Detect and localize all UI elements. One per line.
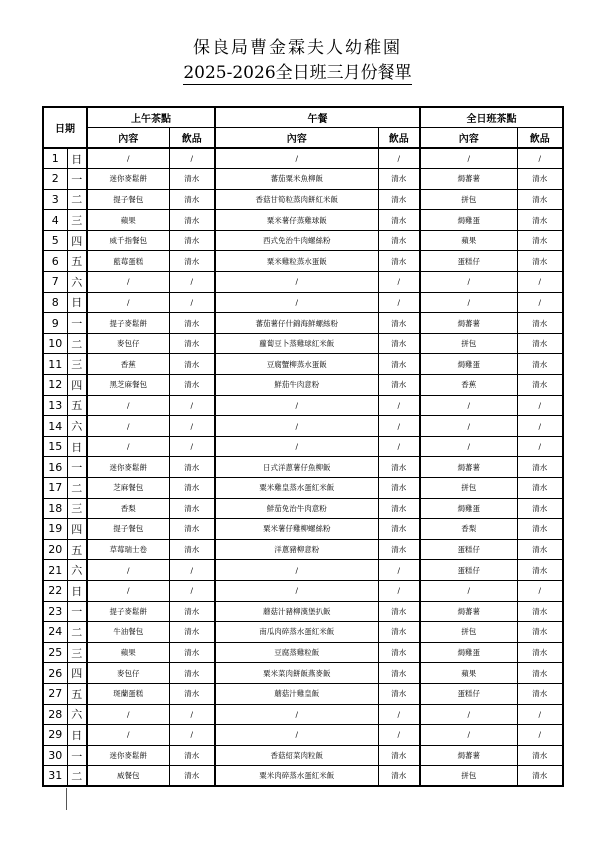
header-lunch: 午餐 (215, 107, 420, 128)
day-number-cell: 20 (43, 539, 67, 560)
pm-snack-cell: 焗蕃薯 (420, 745, 517, 766)
weekday-cell: 三 (67, 498, 87, 519)
lunch-cell: 蘿蔔豆卜蒸雞球紅米飯 (215, 333, 378, 354)
am-snack-cell: 蘋果 (87, 210, 169, 231)
lunch-drink-cell: 清水 (378, 375, 420, 396)
pm-snack-cell: / (420, 395, 517, 416)
am-snack-cell: / (87, 395, 169, 416)
weekday-cell: 一 (67, 169, 87, 190)
table-row (43, 745, 563, 766)
lunch-drink-cell: 清水 (378, 663, 420, 684)
pm-snack-cell: 蛋糕仔 (420, 560, 517, 581)
am-drink-cell: 清水 (169, 478, 215, 499)
am-snack-cell: / (87, 148, 169, 169)
lunch-drink-cell: / (378, 292, 420, 313)
pm-drink-cell: 清水 (517, 230, 563, 251)
am-drink-cell: 清水 (169, 313, 215, 334)
day-number-cell: 26 (43, 663, 67, 684)
lunch-drink-cell: 清水 (378, 642, 420, 663)
day-number-cell: 28 (43, 704, 67, 725)
lunch-cell: 粟米薯仔蒸雞球飯 (215, 210, 378, 231)
am-drink-cell: 清水 (169, 189, 215, 210)
pm-snack-cell: 拼包 (420, 622, 517, 643)
am-drink-cell: 清水 (169, 169, 215, 190)
am-drink-cell: / (169, 560, 215, 581)
menu-table (42, 106, 564, 787)
am-snack-cell: 芝麻餐包 (87, 478, 169, 499)
am-snack-cell: 蘋果 (87, 642, 169, 663)
table-row (43, 725, 563, 746)
am-drink-cell: / (169, 416, 215, 437)
pm-drink-cell: 清水 (517, 375, 563, 396)
lunch-drink-cell: 清水 (378, 169, 420, 190)
table-row (43, 292, 563, 313)
table-row (43, 560, 563, 581)
weekday-cell: 四 (67, 663, 87, 684)
day-number-cell: 15 (43, 436, 67, 457)
pm-snack-cell: 蛋糕仔 (420, 251, 517, 272)
day-number-cell: 23 (43, 601, 67, 622)
pm-snack-cell: / (420, 416, 517, 437)
weekday-cell: 四 (67, 375, 87, 396)
lunch-cell: 粟米肉碎蒸水蛋紅米飯 (215, 766, 378, 787)
am-drink-cell: 清水 (169, 683, 215, 704)
lunch-cell: 粟米菜肉餅飯燕麥飯 (215, 663, 378, 684)
lunch-drink-cell: 清水 (378, 230, 420, 251)
am-snack-cell: / (87, 416, 169, 437)
am-snack-cell: 香梨 (87, 498, 169, 519)
weekday-cell: 五 (67, 539, 87, 560)
weekday-cell: 五 (67, 251, 87, 272)
pm-snack-cell: / (420, 272, 517, 293)
lunch-drink-cell: 清水 (378, 210, 420, 231)
table-row (43, 622, 563, 643)
lunch-drink-cell: 清水 (378, 683, 420, 704)
lunch-drink-cell: 清水 (378, 354, 420, 375)
pm-drink-cell: 清水 (517, 169, 563, 190)
table-row (43, 169, 563, 190)
am-snack-cell: / (87, 580, 169, 601)
lunch-cell: / (215, 436, 378, 457)
pm-snack-cell: 香梨 (420, 519, 517, 540)
school-name: 保良局曹金霖夫人幼稚園 (193, 38, 402, 58)
day-number-cell: 2 (43, 169, 67, 190)
am-drink-cell: / (169, 395, 215, 416)
lunch-drink-cell: 清水 (378, 601, 420, 622)
am-drink-cell: 清水 (169, 601, 215, 622)
weekday-cell: 一 (67, 745, 87, 766)
am-snack-cell: 斑蘭蛋糕 (87, 683, 169, 704)
am-drink-cell: 清水 (169, 745, 215, 766)
weekday-cell: 一 (67, 457, 87, 478)
lunch-cell: 香菇甘筍粒蒸肉餅紅米飯 (215, 189, 378, 210)
lunch-cell: 蘑菇汁豬柳漢堡扒飯 (215, 601, 378, 622)
day-number-cell: 19 (43, 519, 67, 540)
lunch-drink-cell: 清水 (378, 333, 420, 354)
am-snack-cell: 香蕉 (87, 354, 169, 375)
table-row (43, 457, 563, 478)
day-number-cell: 29 (43, 725, 67, 746)
lunch-drink-cell: 清水 (378, 189, 420, 210)
pm-snack-cell: 焗雞蛋 (420, 498, 517, 519)
menu-title-text: 2025-2026全日班三月份餐單 (183, 58, 411, 85)
lunch-cell: / (215, 725, 378, 746)
am-drink-cell: / (169, 148, 215, 169)
weekday-cell: 二 (67, 333, 87, 354)
lunch-cell: 蕃茄薯仔什錦海鮮螺絲粉 (215, 313, 378, 334)
lunch-cell: 豆腐蒸雞粒飯 (215, 642, 378, 663)
am-drink-cell: 清水 (169, 519, 215, 540)
weekday-cell: 六 (67, 560, 87, 581)
am-snack-cell: 提子麥鬆餅 (87, 313, 169, 334)
table-row (43, 210, 563, 231)
weekday-cell: 一 (67, 601, 87, 622)
day-number-cell: 14 (43, 416, 67, 437)
weekday-cell: 六 (67, 272, 87, 293)
am-snack-cell: 提子麥鬆餅 (87, 601, 169, 622)
am-snack-cell: 麥包仔 (87, 333, 169, 354)
pm-snack-cell: / (420, 580, 517, 601)
am-snack-cell: / (87, 704, 169, 725)
am-snack-cell: 草莓瑞士卷 (87, 539, 169, 560)
lunch-cell: 蕃茄粟米魚柳飯 (215, 169, 378, 190)
am-snack-cell: 威餐包 (87, 766, 169, 787)
weekday-cell: 三 (67, 354, 87, 375)
lunch-drink-cell: 清水 (378, 766, 420, 787)
lunch-cell: / (215, 560, 378, 581)
am-snack-cell: / (87, 272, 169, 293)
weekday-cell: 一 (67, 313, 87, 334)
am-snack-cell: 迷你麥鬆餅 (87, 745, 169, 766)
am-snack-cell: 提子餐包 (87, 519, 169, 540)
lunch-cell: 粟米雞皇蒸水蛋紅米飯 (215, 478, 378, 499)
pm-drink-cell: 清水 (517, 642, 563, 663)
pm-snack-cell: 蛋糕仔 (420, 539, 517, 560)
pm-drink-cell: 清水 (517, 766, 563, 787)
pm-snack-cell: / (420, 148, 517, 169)
am-snack-cell: 提子餐包 (87, 189, 169, 210)
lunch-cell: 粟米雞粒蒸水蛋飯 (215, 251, 378, 272)
pm-drink-cell: 清水 (517, 560, 563, 581)
lunch-drink-cell: / (378, 725, 420, 746)
pm-drink-cell: / (517, 704, 563, 725)
lunch-cell: 西式免治牛肉螺絲粉 (215, 230, 378, 251)
table-row (43, 354, 563, 375)
weekday-cell: 五 (67, 683, 87, 704)
lunch-cell: 鮮茄免治牛肉意粉 (215, 498, 378, 519)
am-drink-cell: 清水 (169, 642, 215, 663)
lunch-drink-cell: 清水 (378, 498, 420, 519)
weekday-cell: 二 (67, 189, 87, 210)
lunch-cell: 豆腐蟹柳蒸水蛋飯 (215, 354, 378, 375)
table-row (43, 519, 563, 540)
day-number-cell: 13 (43, 395, 67, 416)
weekday-cell: 二 (67, 478, 87, 499)
header-am-snack: 上午茶點 (87, 107, 215, 128)
day-number-cell: 3 (43, 189, 67, 210)
am-drink-cell: 清水 (169, 210, 215, 231)
table-row (43, 436, 563, 457)
pm-drink-cell: 清水 (517, 498, 563, 519)
am-drink-cell: 清水 (169, 539, 215, 560)
day-number-cell: 6 (43, 251, 67, 272)
pm-drink-cell: 清水 (517, 745, 563, 766)
am-drink-cell: 清水 (169, 251, 215, 272)
pm-snack-cell: 焗雞蛋 (420, 354, 517, 375)
pm-snack-cell: / (420, 704, 517, 725)
table-row (43, 313, 563, 334)
pm-drink-cell: / (517, 436, 563, 457)
pm-drink-cell: / (517, 725, 563, 746)
day-number-cell: 11 (43, 354, 67, 375)
am-snack-cell: 黑芝麻餐包 (87, 375, 169, 396)
day-number-cell: 25 (43, 642, 67, 663)
table-row (43, 395, 563, 416)
am-snack-cell: 威千指餐包 (87, 230, 169, 251)
pm-snack-cell: 拼包 (420, 478, 517, 499)
am-drink-cell: 清水 (169, 766, 215, 787)
table-row (43, 580, 563, 601)
day-number-cell: 27 (43, 683, 67, 704)
am-drink-cell: / (169, 436, 215, 457)
pm-snack-cell: / (420, 436, 517, 457)
day-number-cell: 7 (43, 272, 67, 293)
pm-snack-cell: 拼包 (420, 189, 517, 210)
day-number-cell: 10 (43, 333, 67, 354)
am-snack-cell: / (87, 560, 169, 581)
weekday-cell: 六 (67, 704, 87, 725)
am-drink-cell: / (169, 272, 215, 293)
pm-drink-cell: 清水 (517, 354, 563, 375)
am-drink-cell: 清水 (169, 622, 215, 643)
am-drink-cell: / (169, 580, 215, 601)
lunch-drink-cell: 清水 (378, 313, 420, 334)
header-pm-drink: 飲品 (517, 128, 563, 149)
lunch-drink-cell: / (378, 704, 420, 725)
lunch-drink-cell: / (378, 395, 420, 416)
pm-drink-cell: 清水 (517, 251, 563, 272)
pm-snack-cell: 蘋果 (420, 230, 517, 251)
header-pm-content: 內容 (420, 128, 517, 149)
lunch-drink-cell: 清水 (378, 478, 420, 499)
table-row (43, 230, 563, 251)
am-drink-cell: 清水 (169, 457, 215, 478)
lunch-drink-cell: 清水 (378, 251, 420, 272)
lunch-cell: / (215, 704, 378, 725)
day-number-cell: 30 (43, 745, 67, 766)
table-row (43, 251, 563, 272)
pm-snack-cell: 焗蕃薯 (420, 457, 517, 478)
pm-snack-cell: 焗蕃薯 (420, 169, 517, 190)
am-drink-cell: / (169, 704, 215, 725)
table-row (43, 642, 563, 663)
table-row (43, 663, 563, 684)
pm-drink-cell: 清水 (517, 333, 563, 354)
lunch-cell: / (215, 580, 378, 601)
weekday-cell: 二 (67, 622, 87, 643)
pm-snack-cell: 焗蕃薯 (420, 601, 517, 622)
pm-drink-cell: 清水 (517, 210, 563, 231)
pm-drink-cell: / (517, 292, 563, 313)
pm-drink-cell: 清水 (517, 189, 563, 210)
am-drink-cell: 清水 (169, 354, 215, 375)
am-snack-cell: 藍莓蛋糕 (87, 251, 169, 272)
pm-snack-cell: 蘋果 (420, 663, 517, 684)
am-drink-cell: 清水 (169, 663, 215, 684)
table-row (43, 148, 563, 169)
pm-snack-cell: / (420, 292, 517, 313)
am-drink-cell: 清水 (169, 333, 215, 354)
am-snack-cell: / (87, 292, 169, 313)
table-row (43, 683, 563, 704)
header-lunch-content: 內容 (215, 128, 378, 149)
lunch-cell: 洋蔥豬柳意粉 (215, 539, 378, 560)
am-drink-cell: / (169, 725, 215, 746)
lunch-drink-cell: 清水 (378, 457, 420, 478)
am-snack-cell: 麥包仔 (87, 663, 169, 684)
table-row (43, 272, 563, 293)
lunch-cell: 鮮茄牛肉意粉 (215, 375, 378, 396)
pm-snack-cell: 香蕉 (420, 375, 517, 396)
weekday-cell: 日 (67, 436, 87, 457)
lunch-drink-cell: / (378, 272, 420, 293)
table-row (43, 478, 563, 499)
weekday-cell: 四 (67, 230, 87, 251)
day-number-cell: 24 (43, 622, 67, 643)
weekday-cell: 日 (67, 148, 87, 169)
header-date: 日期 (43, 107, 87, 148)
weekday-cell: 五 (67, 395, 87, 416)
pm-drink-cell: / (517, 395, 563, 416)
day-number-cell: 8 (43, 292, 67, 313)
lunch-cell: / (215, 148, 378, 169)
lunch-cell: / (215, 292, 378, 313)
day-number-cell: 9 (43, 313, 67, 334)
table-row (43, 498, 563, 519)
am-drink-cell: 清水 (169, 230, 215, 251)
table-row (43, 539, 563, 560)
pm-snack-cell: 拼包 (420, 333, 517, 354)
day-number-cell: 18 (43, 498, 67, 519)
pm-drink-cell: / (517, 272, 563, 293)
weekday-cell: 日 (67, 725, 87, 746)
am-snack-cell: 迷你麥鬆餅 (87, 169, 169, 190)
am-snack-cell: / (87, 725, 169, 746)
table-row (43, 416, 563, 437)
lunch-cell: 香菇紹菜肉粒飯 (215, 745, 378, 766)
am-drink-cell: / (169, 292, 215, 313)
pm-drink-cell: 清水 (517, 601, 563, 622)
pm-snack-cell: 焗雞蛋 (420, 210, 517, 231)
pm-drink-cell: 清水 (517, 663, 563, 684)
am-drink-cell: 清水 (169, 375, 215, 396)
day-number-cell: 12 (43, 375, 67, 396)
day-number-cell: 17 (43, 478, 67, 499)
pm-drink-cell: / (517, 416, 563, 437)
lunch-drink-cell: / (378, 416, 420, 437)
table-row (43, 333, 563, 354)
pm-snack-cell: 拼包 (420, 766, 517, 787)
lunch-drink-cell: 清水 (378, 745, 420, 766)
pm-drink-cell: / (517, 580, 563, 601)
menu-title (0, 58, 595, 85)
pm-drink-cell: 清水 (517, 539, 563, 560)
day-number-cell: 21 (43, 560, 67, 581)
weekday-cell: 六 (67, 416, 87, 437)
day-number-cell: 31 (43, 766, 67, 787)
table-row (43, 189, 563, 210)
lunch-cell: / (215, 395, 378, 416)
weekday-cell: 四 (67, 519, 87, 540)
day-number-cell: 4 (43, 210, 67, 231)
lunch-cell: 粟米薯仔雞柳螺絲粉 (215, 519, 378, 540)
margin-line (66, 788, 67, 810)
table-row (43, 601, 563, 622)
lunch-cell: 蘑菇汁雞皇飯 (215, 683, 378, 704)
lunch-drink-cell: 清水 (378, 622, 420, 643)
pm-snack-cell: 焗蕃薯 (420, 313, 517, 334)
lunch-cell: / (215, 272, 378, 293)
day-number-cell: 5 (43, 230, 67, 251)
day-number-cell: 16 (43, 457, 67, 478)
day-number-cell: 1 (43, 148, 67, 169)
weekday-cell: 日 (67, 292, 87, 313)
table-row (43, 375, 563, 396)
pm-snack-cell: 焗雞蛋 (420, 642, 517, 663)
pm-drink-cell: 清水 (517, 519, 563, 540)
lunch-drink-cell: / (378, 560, 420, 581)
weekday-cell: 二 (67, 766, 87, 787)
pm-snack-cell: 蛋糕仔 (420, 683, 517, 704)
am-snack-cell: / (87, 436, 169, 457)
header-lunch-drink: 飲品 (378, 128, 420, 149)
lunch-drink-cell: 清水 (378, 519, 420, 540)
table-row (43, 766, 563, 787)
header-fullday-snack: 全日班茶點 (420, 107, 563, 128)
pm-drink-cell: 清水 (517, 478, 563, 499)
pm-drink-cell: 清水 (517, 683, 563, 704)
lunch-drink-cell: / (378, 148, 420, 169)
weekday-cell: 三 (67, 210, 87, 231)
weekday-cell: 三 (67, 642, 87, 663)
am-snack-cell: 牛油餐包 (87, 622, 169, 643)
pm-drink-cell: 清水 (517, 313, 563, 334)
pm-drink-cell: 清水 (517, 457, 563, 478)
header-am-drink: 飲品 (169, 128, 215, 149)
table-row (43, 704, 563, 725)
pm-drink-cell: / (517, 148, 563, 169)
am-snack-cell: 迷你麥鬆餅 (87, 457, 169, 478)
weekday-cell: 日 (67, 580, 87, 601)
lunch-cell: 南瓜肉碎蒸水蛋紅米飯 (215, 622, 378, 643)
day-number-cell: 22 (43, 580, 67, 601)
menu-rows (43, 148, 563, 786)
am-drink-cell: 清水 (169, 498, 215, 519)
lunch-drink-cell: / (378, 436, 420, 457)
header-am-content: 內容 (87, 128, 169, 149)
lunch-cell: / (215, 416, 378, 437)
lunch-cell: 日式洋蔥薯仔魚柳飯 (215, 457, 378, 478)
pm-snack-cell: / (420, 725, 517, 746)
pm-drink-cell: 清水 (517, 622, 563, 643)
lunch-drink-cell: / (378, 580, 420, 601)
lunch-drink-cell: 清水 (378, 539, 420, 560)
